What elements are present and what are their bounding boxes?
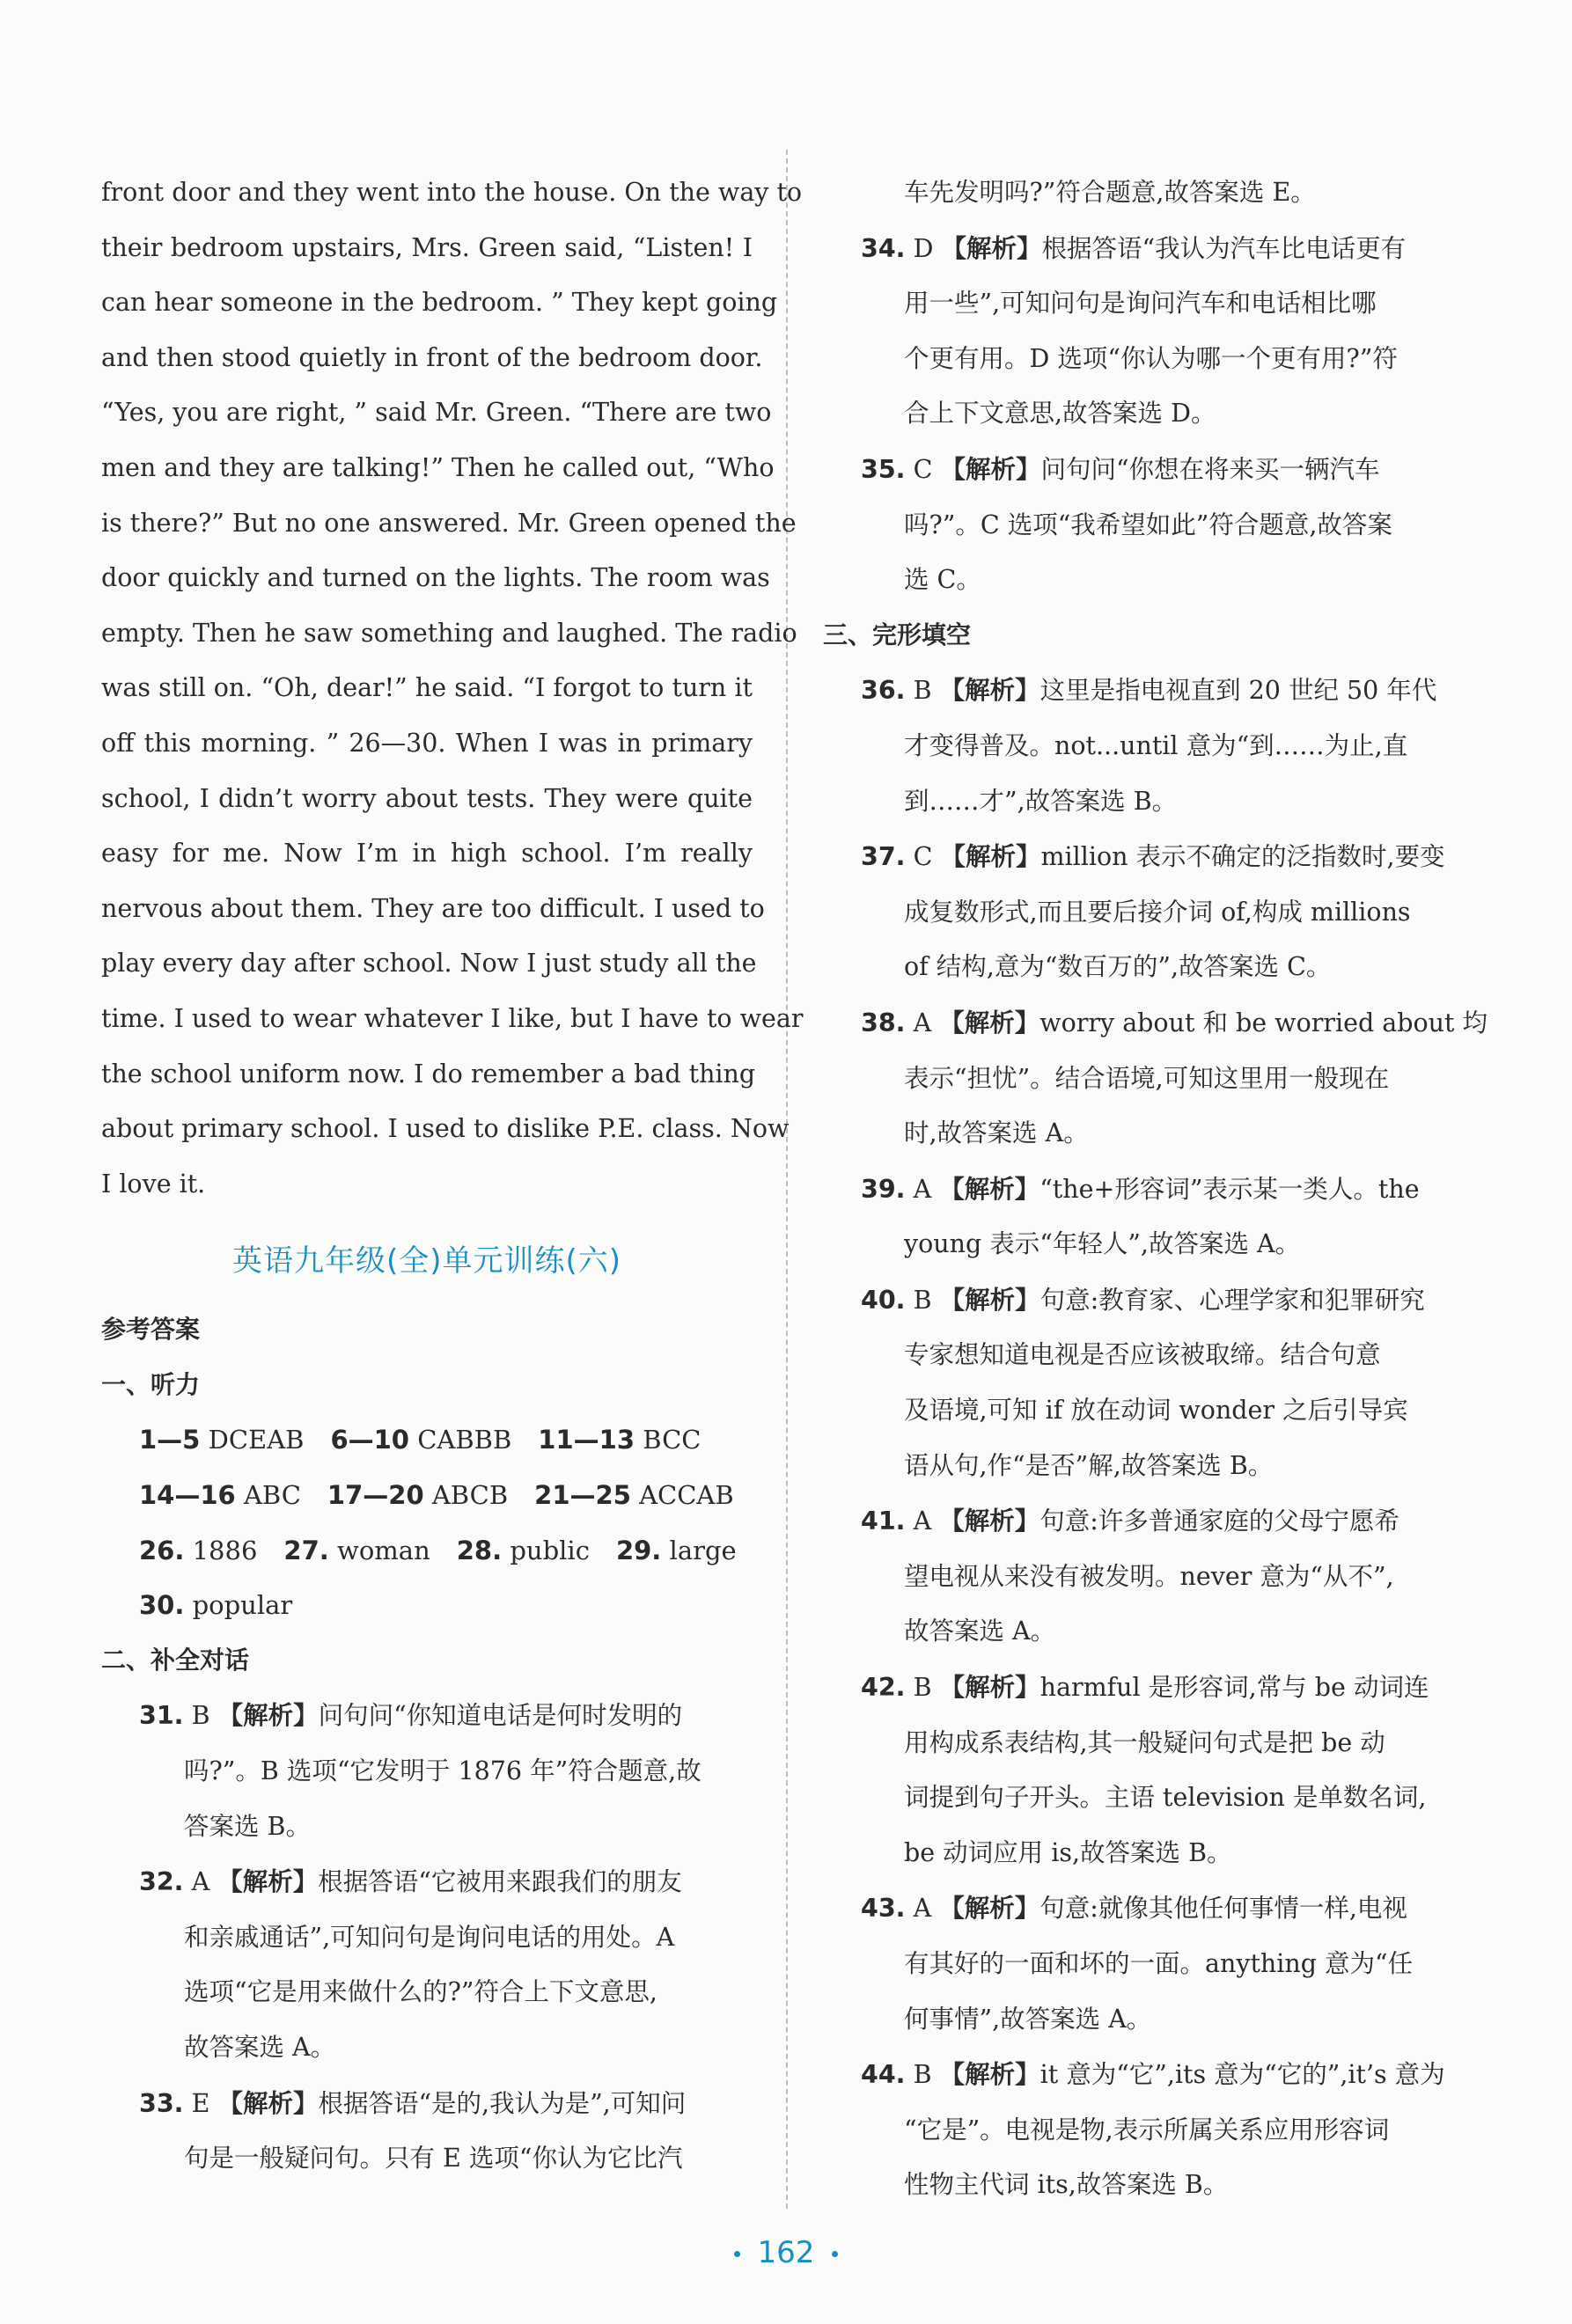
listening-heading: 一、听力 (101, 1369, 201, 1399)
analysis-text: be 动词应用 is,故答案选 B。 (904, 1837, 1232, 1867)
answer-item (823, 995, 1488, 1162)
question-number: 38. (861, 1008, 906, 1037)
analysis-text: 到……才”,故答案选 B。 (904, 786, 1178, 816)
passage-line: their bedroom upstairs, Mrs. Green said, “Listen! I (101, 232, 753, 262)
analysis-text: 吗?”。C 选项“我希望如此”符合题意,故答案 (904, 510, 1392, 539)
answer-line (823, 386, 1470, 442)
answer-item (823, 1493, 1470, 1660)
answer-line (823, 1550, 1470, 1605)
analysis-tag: 【解析】 (939, 1173, 1040, 1204)
answer-line (823, 498, 1470, 554)
answer-line (823, 221, 1470, 277)
answer-line (823, 829, 1470, 885)
answer-letter: A (913, 1174, 932, 1204)
answer-letter: A (913, 1894, 932, 1924)
page-number-footer (0, 2235, 1572, 2270)
answer-line (823, 1880, 1470, 1937)
unit-title: 英语九年级(全)单元训练(六) (231, 1243, 622, 1279)
answer-line (823, 442, 1470, 498)
question-number: 43. (861, 1894, 906, 1924)
analysis-text: 句意:就像其他任何事情一样,电视 (1039, 1894, 1407, 1924)
passage-line: is there?” But no one answered. Mr. Green opened the (101, 508, 797, 538)
passage-line: the school uniform now. I do remember a bad thing (101, 1059, 756, 1089)
answer-value: popular (192, 1590, 293, 1621)
answer-item (823, 1272, 1470, 1493)
question-number: 39. (861, 1174, 906, 1204)
column-divider (786, 150, 788, 2209)
question-range: 6—10 (330, 1425, 409, 1455)
analysis-text: 性物主代词 its,故答案选 B。 (904, 2170, 1229, 2200)
answer-item (101, 1854, 753, 2075)
answer-line (823, 940, 1470, 995)
answer-item (823, 1162, 1470, 1272)
passage-line: time. I used to wear whatever I like, but I have to wear (101, 1003, 804, 1033)
answer-letter: D (913, 233, 934, 263)
answer-line (823, 774, 1470, 830)
answer-line (101, 1854, 753, 1910)
passage-line: empty. Then he saw something and laughed. The radio (101, 618, 797, 648)
answer-line (823, 1217, 1470, 1272)
answer-item (823, 2047, 1470, 2213)
answer-letter: A (191, 1867, 210, 1897)
answer-line (823, 553, 1470, 608)
answer-line (823, 1106, 1470, 1162)
dialogue-answers-cont (823, 221, 1470, 608)
question-range: 29. (615, 1535, 662, 1565)
answer-value: BCC (643, 1425, 702, 1455)
passage-line: door quickly and turned on the lights. The room was (101, 563, 770, 593)
answer-item (101, 2076, 753, 2187)
analysis-text: 才变得普及。not...until 意为“到……为止,直 (904, 730, 1408, 760)
analysis-text: 选项“它是用来做什么的?”符合上下文意思, (184, 1977, 657, 2007)
analysis-text: it 意为“它”,its 意为“它的”,it’s 意为 (1039, 2060, 1445, 2090)
answer-value: DCEAB (208, 1425, 305, 1455)
answer-item (823, 663, 1470, 829)
answer-letter: A (913, 1008, 932, 1037)
answer-line (101, 2076, 753, 2132)
continuation-text (823, 165, 1470, 221)
question-range: 27. (283, 1535, 329, 1565)
bullet-dot-icon (832, 2251, 838, 2257)
answer-line (823, 2158, 1470, 2213)
answer-line (823, 1937, 1470, 1992)
cloze-heading: 三、完形填空 (823, 619, 972, 649)
analysis-tag: 【解析】 (940, 453, 1041, 484)
analysis-tag: 【解析】 (939, 1007, 1040, 1037)
answers-heading: 参考答案 (101, 1315, 201, 1345)
question-number: 31. (139, 1701, 184, 1731)
analysis-text: 根据答语“它被用来跟我们的朋友 (318, 1867, 682, 1897)
answer-line (823, 663, 1470, 719)
answer-line (823, 2103, 1470, 2159)
answer-item (823, 442, 1470, 608)
answer-line (823, 1272, 1470, 1329)
analysis-text: 根据答语“是的,我认为是”,可知问 (318, 2088, 687, 2118)
analysis-tag: 【解析】 (939, 1893, 1040, 1924)
answer-line (823, 2047, 1470, 2103)
analysis-text: 句意:教育家、心理学家和犯罪研究 (1039, 1285, 1425, 1315)
reading-passage (101, 165, 804, 1212)
answer-line (101, 1965, 753, 2020)
answer-line (823, 1439, 1470, 1494)
passage-line: “Yes, you are right, ” said Mr. Green. “There are two (101, 398, 772, 428)
analysis-text: “它是”。电视是物,表示所属关系应用形容词 (904, 2115, 1390, 2144)
answer-letter: C (913, 454, 933, 484)
continuation-line: 车先发明吗?”符合题意,故答案选 E。 (904, 178, 1316, 207)
answer-line (101, 1688, 753, 1744)
analysis-text: “the+形容词”表示某一类人。the (1039, 1174, 1420, 1204)
answer-line (823, 1992, 1470, 2048)
analysis-text: 语从句,作“是否”解,故答案选 B。 (904, 1450, 1274, 1480)
answer-line (823, 1162, 1470, 1218)
analysis-text: 合上下文意思,故答案选 D。 (904, 399, 1216, 429)
passage-line: about primary school. I used to dislike P.E. class. Now (101, 1114, 790, 1144)
listening-answers (101, 1412, 753, 1632)
analysis-text: 问句问“你知道电话是何时发明的 (318, 1701, 683, 1731)
question-number: 41. (861, 1507, 906, 1536)
analysis-text: 问句问“你想在将来买一辆汽车 (1040, 454, 1380, 484)
analysis-text: 和亲戚通话”,可知问句是询问电话的用处。A (184, 1922, 675, 1952)
left-column (101, 165, 804, 2187)
answer-line (823, 885, 1470, 941)
analysis-text: 用构成系表结构,其一般疑问句式是把 be 动 (904, 1727, 1385, 1757)
analysis-tag: 【解析】 (940, 841, 1041, 872)
answer-line (823, 1716, 1470, 1771)
answer-letter: B (191, 1701, 210, 1731)
bullet-dot-icon (734, 2251, 740, 2257)
analysis-text: 用一些”,可知问句是询问汽车和电话相比哪 (904, 289, 1377, 319)
analysis-tag: 【解析】 (941, 232, 1042, 263)
answer-letter: B (913, 2060, 932, 2090)
passage-line: can hear someone in the bedroom. ” They kept going (101, 288, 778, 318)
question-number: 34. (861, 233, 906, 263)
answer-item (101, 1688, 753, 1854)
dialogue-heading: 二、补全对话 (101, 1645, 250, 1675)
analysis-text: 何事情”,故答案选 A。 (904, 2004, 1152, 2034)
analysis-text: young 表示“年轻人”,故答案选 A。 (904, 1229, 1301, 1259)
cloze-answers (823, 663, 1488, 2213)
page-number: 162 (757, 2235, 815, 2270)
answer-value: ACCAB (639, 1480, 734, 1511)
answer-line (101, 2020, 753, 2076)
answer-item (823, 829, 1470, 995)
analysis-text: 及语境,可知 if 放在动词 wonder 之后引导宾 (904, 1396, 1408, 1426)
dialogue-answers (101, 1688, 753, 2186)
answer-line (101, 1910, 753, 1966)
analysis-tag: 【解析】 (939, 2059, 1040, 2090)
question-number: 35. (861, 454, 906, 484)
answer-letter: B (913, 1673, 932, 1703)
answer-line (823, 995, 1488, 1052)
question-range: 21—25 (534, 1480, 631, 1511)
passage-line: easy for me. Now I’m in high school. I’m really (101, 839, 753, 869)
answer-letter: B (913, 676, 932, 706)
answer-value: CABBB (417, 1425, 512, 1455)
answer-line (823, 276, 1470, 332)
question-range: 1—5 (139, 1425, 201, 1455)
answer-line (823, 1660, 1470, 1716)
analysis-tag: 【解析】 (939, 1672, 1040, 1703)
answer-line (823, 1383, 1470, 1439)
analysis-text: million 表示不确定的泛指数时,要变 (1040, 842, 1445, 872)
analysis-tag: 【解析】 (217, 2087, 319, 2118)
passage-line: play every day after school. Now I just study all the (101, 949, 757, 979)
question-number: 42. (861, 1673, 906, 1703)
answer-item (823, 221, 1470, 442)
answer-value: large (669, 1535, 737, 1565)
passage-line: nervous about them. They are too difficult. I used to (101, 893, 765, 923)
answer-line (823, 1604, 1470, 1660)
analysis-text: 表示“担忧”。结合语境,可知这里用一般现在 (904, 1063, 1390, 1093)
question-number: 33. (139, 2088, 184, 2118)
analysis-text: 有其好的一面和坏的一面。anything 意为“任 (904, 1949, 1414, 1978)
question-number: 44. (861, 2060, 906, 2090)
analysis-text: 时,故答案选 A。 (904, 1118, 1089, 1148)
analysis-text: harmful 是形容词,常与 be 动词连 (1039, 1673, 1429, 1703)
answer-value: public (510, 1535, 590, 1565)
passage-line: off this morning. ” 26—30. When I was in primary (101, 728, 753, 758)
analysis-text: 个更有用。D 选项“你认为哪一个更有用?”符 (904, 343, 1398, 373)
question-range: 26. (139, 1535, 185, 1565)
analysis-text: 选 C。 (904, 565, 981, 595)
answer-value: woman (337, 1535, 430, 1565)
right-column (823, 165, 1488, 2213)
answer-line (823, 1493, 1470, 1550)
analysis-tag: 【解析】 (939, 1506, 1040, 1536)
answer-line (823, 1826, 1470, 1881)
passage-line: men and they are talking!” Then he called out, “Who (101, 452, 775, 482)
question-number: 37. (861, 842, 906, 872)
answer-letter: C (913, 842, 933, 872)
answer-line (823, 332, 1470, 387)
answer-line (101, 1744, 753, 1800)
listening-answer-line (101, 1412, 753, 1468)
question-range: 30. (139, 1590, 185, 1621)
question-number: 36. (861, 676, 906, 706)
analysis-tag: 【解析】 (217, 1700, 319, 1731)
answer-letter: B (913, 1285, 932, 1315)
answer-line (101, 1800, 753, 1855)
question-range: 28. (456, 1535, 503, 1565)
answer-value: 1886 (192, 1535, 258, 1565)
question-range: 11—13 (538, 1425, 635, 1455)
answer-line (823, 1052, 1470, 1107)
answer-letter: E (191, 2088, 210, 2118)
analysis-text: 句意:许多普通家庭的父母宁愿希 (1039, 1507, 1399, 1536)
passage-line: and then stood quietly in front of the bedroom door. (101, 342, 763, 372)
answer-line (823, 1770, 1470, 1826)
answer-item (823, 1880, 1470, 2047)
analysis-text: 根据答语“我认为汽车比电话更有 (1041, 233, 1407, 263)
answer-line (823, 719, 1470, 774)
analysis-text: of 结构,意为“数百万的”,故答案选 C。 (904, 952, 1332, 982)
analysis-text: 成复数形式,而且要后接介词 of,构成 millions (904, 897, 1411, 927)
question-range: 14—16 (139, 1480, 236, 1511)
analysis-text: 句是一般疑问句。只有 E 选项“你认为它比汽 (184, 2144, 683, 2174)
answer-value: ABCB (431, 1480, 509, 1511)
passage-line: I love it. (101, 1169, 206, 1199)
analysis-text: worry about 和 be worried about 均 (1039, 1008, 1488, 1037)
question-number: 32. (139, 1867, 184, 1897)
passage-line: front door and they went into the house. On the way to (101, 178, 803, 207)
analysis-text: 这里是指电视直到 20 世纪 50 年代 (1039, 676, 1437, 706)
passage-line: school, I didn’t worry about tests. They were quite (101, 783, 753, 813)
analysis-text: 答案选 B。 (184, 1811, 312, 1841)
analysis-tag: 【解析】 (939, 675, 1040, 706)
answer-letter: A (913, 1507, 932, 1536)
analysis-text: 吗?”。B 选项“它发明于 1876 年”符合题意,故 (184, 1756, 702, 1786)
analysis-text: 专家想知道电视是否应该被取缔。结合句意 (904, 1340, 1381, 1370)
passage-line: was still on. “Oh, dear!” he said. “I forgot to turn it (101, 673, 753, 703)
analysis-tag: 【解析】 (939, 1284, 1040, 1315)
analysis-text: 词提到句子开头。主语 television 是单数名词, (904, 1783, 1427, 1813)
listening-answer-line (101, 1523, 753, 1579)
listening-answer-line (101, 1578, 753, 1633)
listening-answer-line (101, 1468, 753, 1523)
question-range: 17—20 (327, 1480, 424, 1511)
answer-line (823, 1328, 1470, 1383)
answer-line (101, 2131, 753, 2187)
answer-item (823, 1660, 1470, 1880)
analysis-text: 故答案选 A。 (904, 1617, 1056, 1646)
question-number: 40. (861, 1285, 906, 1315)
analysis-tag: 【解析】 (217, 1866, 319, 1897)
answer-value: ABC (243, 1480, 301, 1511)
analysis-text: 望电视从来没有被发明。never 意为“从不”, (904, 1561, 1394, 1591)
analysis-text: 故答案选 A。 (184, 2033, 336, 2062)
